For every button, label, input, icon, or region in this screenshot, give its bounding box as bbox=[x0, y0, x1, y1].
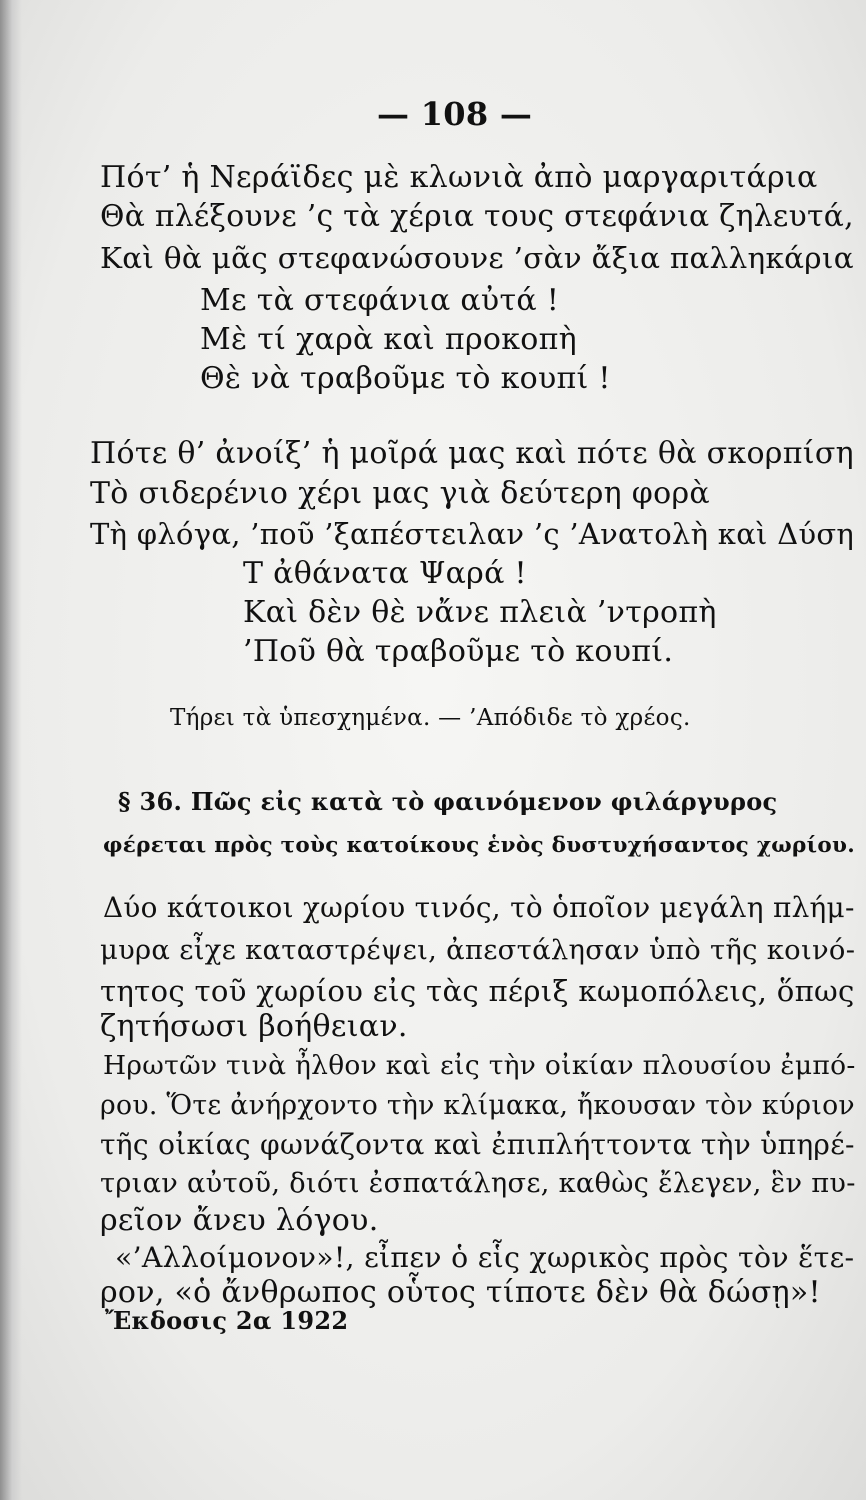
paragraph1-line: ζητήσωσι βοήθειαν. bbox=[100, 1009, 408, 1044]
stanza2-line: Καὶ δὲν θὲ νἄνε πλειὰ ’ντροπὴ bbox=[243, 595, 717, 630]
stanza1-line: Θὲ νὰ τραβοῦμε τὸ κουπί ! bbox=[200, 361, 611, 396]
edition-imprint: Ἔκδοσις 2α 1922 bbox=[105, 1306, 349, 1335]
stanza1-line: Μὲ τί χαρὰ καὶ προκοπὴ bbox=[200, 322, 577, 357]
stanza2-line: Πότε θ’ ἀνοίξ’ ἡ μοῖρά μας καὶ πότε θὰ σκορπίση bbox=[90, 436, 854, 471]
paragraph1-line: μυρα εἶχε καταστρέψει, ἀπεστάλησαν ὑπὸ τῆς κοινό- bbox=[100, 935, 856, 966]
paragraph2-line: ρου. Ὅτε ἀνήρχοντο τὴν κλίμακα, ἤκουσαν τὸν κύριον bbox=[100, 1090, 855, 1121]
paragraph1-line: Δύο κάτοικοι χωρίου τινός, τὸ ὁποῖον μεγάλη πλήμ- bbox=[103, 891, 855, 924]
paragraph3-line: «’Αλλοίμονον»!, εἶπεν ὁ εἷς χωρικὸς πρὸς τὸν ἕτε- bbox=[115, 1241, 855, 1274]
stanza2-line: Τ ἀθάνατα Ψαρά ! bbox=[243, 556, 527, 591]
paragraph3-line: ρον, «ὁ ἄνθρωπος οὗτος τίποτε δὲν θὰ δώσῃ»! bbox=[100, 1275, 821, 1310]
paragraph2-line: Ηρωτῶν τινὰ ἦλθον καὶ εἰς τὴν οἰκίαν πλουσίου ἐμπό- bbox=[103, 1050, 856, 1081]
paragraph1-line: τητος τοῦ χωρίου εἰς τὰς πέριξ κωμοπόλεις, ὅπως bbox=[100, 974, 855, 1008]
paragraph2-line: τῆς οἰκίας φωνάζοντα καὶ ἐπιπλήττοντα τὴν ὑπηρέ- bbox=[100, 1128, 855, 1161]
stanza1-line: Καὶ θὰ μᾶς στεφανώσουνε ’σὰν ἄξια παλληκάρια bbox=[100, 241, 854, 275]
section-heading: φέρεται πρὸς τοὺς κατοίκους ἑνὸς δυστυχήσαντος χωρίου. bbox=[103, 833, 855, 858]
stanza1-line: Με τὰ στεφάνια αὐτά ! bbox=[200, 283, 560, 318]
page-number: — 108 — bbox=[377, 95, 533, 133]
paragraph2-line: τριαν αὐτοῦ, διότι ἐσπατάλησε, καθὼς ἔλεγεν, ἓν πυ- bbox=[100, 1168, 856, 1199]
motto: Τήρει τὰ ὑπεσχημένα. — ’Απόδιδε τὸ χρέος. bbox=[170, 705, 691, 731]
stanza1-line: Θὰ πλέξουνε ’ς τὰ χέρια τους στεφάνια ζηλευτά, bbox=[100, 199, 854, 234]
stanza2-line: ’Ποῦ θὰ τραβοῦμε τὸ κουπί. bbox=[243, 634, 674, 669]
stanza2-line: Τὸ σιδερένιο χέρι μας γιὰ δεύτερη φορὰ bbox=[90, 476, 710, 511]
stanza2-line: Τὴ φλόγα, ’ποῦ ’ξαπέστειλαν ’ς ’Ανατολὴ καὶ Δύση bbox=[90, 517, 855, 551]
section-heading: § 36. Πῶς εἰς κατὰ τὸ φαινόμενον φιλάργυρος bbox=[118, 787, 778, 816]
stanza1-line: Πότ’ ἡ Νεράϊδες μὲ κλωνιὰ ἀπὸ μαργαριτάρια bbox=[100, 160, 818, 195]
paragraph2-line: ρεῖον ἄνευ λόγου. bbox=[100, 1203, 379, 1238]
page-edge-shadow bbox=[0, 0, 22, 1500]
